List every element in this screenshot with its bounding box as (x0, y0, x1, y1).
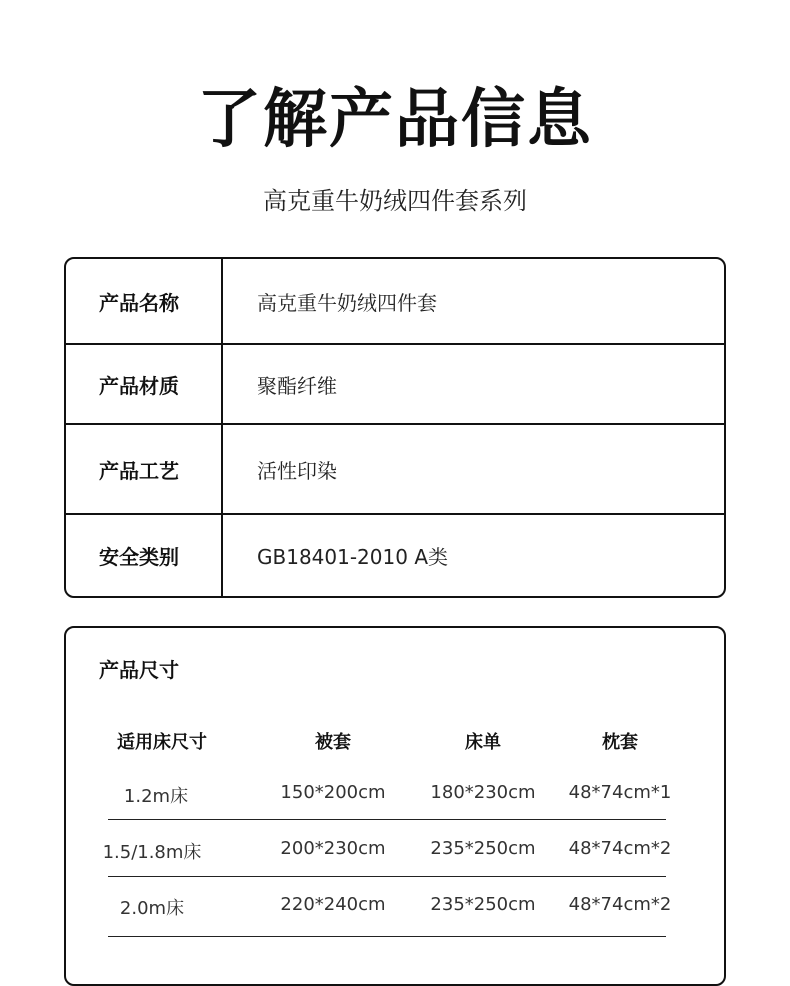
size-cell-pillowcase: 48*74cm*2 (568, 838, 672, 859)
info-row-name (66, 259, 724, 345)
product-info-table (64, 257, 726, 598)
size-cell-bed: 1.5/1.8m床 (102, 842, 202, 863)
size-cell-duvet: 220*240cm (280, 894, 386, 915)
page-subtitle: 高克重牛奶绒四件套系列 (263, 187, 527, 215)
info-row-safety (66, 515, 724, 596)
size-cell-pillowcase: 48*74cm*1 (568, 782, 672, 803)
info-row-craft (66, 425, 724, 515)
size-cell-bed: 1.2m床 (123, 786, 189, 807)
info-label: 产品材质 (66, 345, 223, 423)
size-cell-sheet: 235*250cm (430, 894, 536, 915)
size-section-title: 产品尺寸 (99, 658, 179, 682)
info-label: 安全类别 (66, 515, 223, 596)
row-divider (108, 819, 666, 820)
info-value: 活性印染 (257, 458, 337, 483)
info-label: 产品名称 (66, 259, 223, 343)
column-header-pillowcase: 枕套 (602, 732, 638, 753)
size-cell-sheet: 180*230cm (430, 782, 536, 803)
info-label: 产品工艺 (66, 425, 223, 513)
product-size-table (64, 626, 726, 986)
info-value: 聚酯纤维 (257, 373, 337, 398)
info-value: GB18401-2010 A类 (257, 545, 448, 569)
size-cell-duvet: 150*200cm (280, 782, 386, 803)
size-cell-pillowcase: 48*74cm*2 (568, 894, 672, 915)
row-divider (108, 936, 666, 937)
info-row-material (66, 345, 724, 425)
row-divider (108, 876, 666, 877)
size-cell-sheet: 235*250cm (430, 838, 536, 859)
column-header-sheet: 床单 (465, 732, 501, 753)
page-title: 了解产品信息 (197, 83, 593, 157)
column-header-duvet: 被套 (315, 732, 351, 753)
size-cell-duvet: 200*230cm (280, 838, 386, 859)
size-cell-bed: 2.0m床 (119, 898, 185, 919)
column-header-bed-size: 适用床尺寸 (117, 732, 207, 753)
info-value: 高克重牛奶绒四件套 (257, 290, 437, 315)
